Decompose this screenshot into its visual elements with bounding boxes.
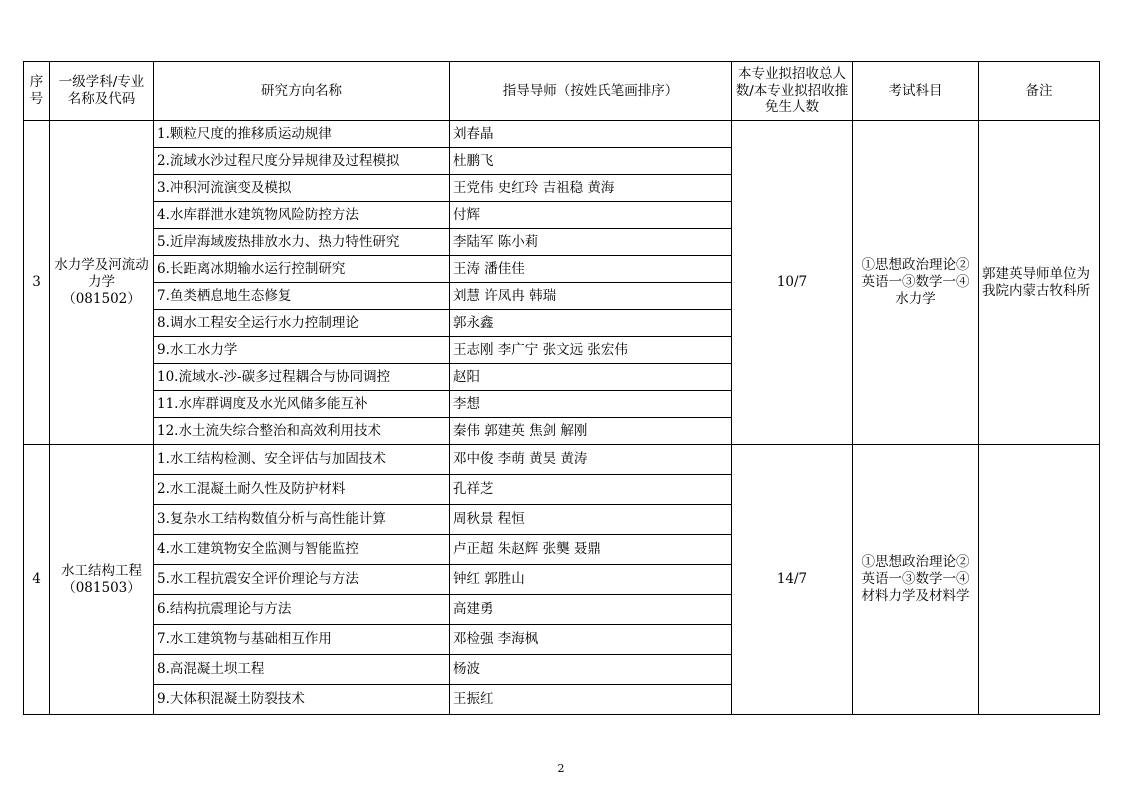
direction-cell: 11.水库群调度及水光风储多能互补 [154,391,450,418]
tutors-cell: 钟红 郭胜山 [450,565,732,595]
remark-cell: 郭建英导师单位为我院内蒙古牧科所 [979,121,1100,445]
direction-cell: 6.结构抗震理论与方法 [154,595,450,625]
direction-cell: 9.大体积混凝土防裂技术 [154,685,450,715]
tutors-cell: 李陆军 陈小莉 [450,229,732,256]
header-discipline: 一级学科/专业名称及代码 [50,62,154,121]
tutors-cell: 杜鹏飞 [450,148,732,175]
table-row [24,445,1100,475]
seq-cell: 4 [24,445,50,715]
tutors-cell: 付辉 [450,202,732,229]
direction-cell: 2.流域水沙过程尺度分异规律及过程模拟 [154,148,450,175]
remark-cell [979,445,1100,715]
tutors-cell: 杨波 [450,655,732,685]
exam-cell: ①思想政治理论②英语一③数学一④材料力学及材料学 [853,445,979,715]
direction-cell: 7.水工建筑物与基础相互作用 [154,625,450,655]
tutors-cell: 刘慧 许凤冉 韩瑞 [450,283,732,310]
header-seq: 序号 [24,62,50,121]
direction-cell: 3.复杂水工结构数值分析与高性能计算 [154,505,450,535]
discipline-cell: 水工结构工程（081503） [50,445,154,715]
header-direction: 研究方向名称 [154,62,450,121]
tutors-cell: 李想 [450,391,732,418]
seq-cell: 3 [24,121,50,445]
direction-cell: 7.鱼类栖息地生态修复 [154,283,450,310]
tutors-cell: 邓检强 李海枫 [450,625,732,655]
tutors-cell: 高建勇 [450,595,732,625]
direction-cell: 12.水土流失综合整治和高效利用技术 [154,418,450,445]
tutors-cell: 刘春晶 [450,121,732,148]
discipline-cell: 水力学及河流动力学（081502） [50,121,154,445]
tutors-cell: 王振红 [450,685,732,715]
tutors-cell: 孔祥芝 [450,475,732,505]
tutors-cell: 邓中俊 李萌 黄昊 黄涛 [450,445,732,475]
table-body [24,121,1100,715]
direction-cell: 5.水工程抗震安全评价理论与方法 [154,565,450,595]
header-row [24,62,1100,121]
direction-cell: 6.长距离冰期输水运行控制研究 [154,256,450,283]
direction-cell: 1.颗粒尺度的推移质运动规律 [154,121,450,148]
direction-cell: 4.水工建筑物安全监测与智能监控 [154,535,450,565]
enrollment-table [23,61,1100,715]
direction-cell: 10.流域水-沙-碳多过程耦合与协同调控 [154,364,450,391]
tutors-cell: 王党伟 史红玲 吉祖稳 黄海 [450,175,732,202]
tutors-cell: 王志刚 李广宁 张文远 张宏伟 [450,337,732,364]
exam-cell: ①思想政治理论②英语一③数学一④水力学 [853,121,979,445]
direction-cell: 8.高混凝土坝工程 [154,655,450,685]
tutors-cell: 秦伟 郭建英 焦剑 解刚 [450,418,732,445]
header-remark: 备注 [979,62,1100,121]
tutors-cell: 王涛 潘佳佳 [450,256,732,283]
direction-cell: 4.水库群泄水建筑物风险防控方法 [154,202,450,229]
direction-cell: 9.水工水力学 [154,337,450,364]
header-quota: 本专业拟招收总人数/本专业拟招收推免生人数 [732,62,853,121]
header-exam: 考试科目 [853,62,979,121]
quota-cell: 10/7 [732,121,853,445]
direction-cell: 2.水工混凝土耐久性及防护材料 [154,475,450,505]
tutors-cell: 郭永鑫 [450,310,732,337]
header-tutors: 指导导师（按姓氏笔画排序） [450,62,732,121]
direction-cell: 3.冲积河流演变及模拟 [154,175,450,202]
tutors-cell: 周秋景 程恒 [450,505,732,535]
table-row [24,121,1100,148]
tutors-cell: 卢正超 朱赵辉 张龑 聂鼎 [450,535,732,565]
direction-cell: 8.调水工程安全运行水力控制理论 [154,310,450,337]
quota-cell: 14/7 [732,445,853,715]
direction-cell: 5.近岸海域废热排放水力、热力特性研究 [154,229,450,256]
direction-cell: 1.水工结构检测、安全评估与加固技术 [154,445,450,475]
page-number: 2 [557,762,565,775]
tutors-cell: 赵阳 [450,364,732,391]
